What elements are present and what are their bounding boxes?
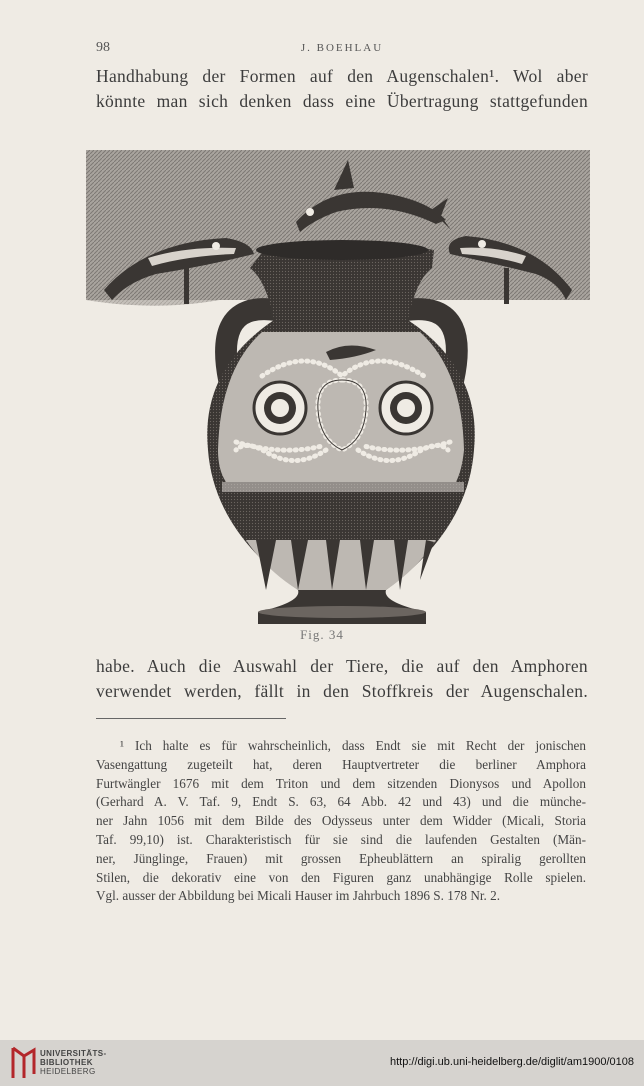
body-text-top: [96, 64, 588, 114]
footnote-line: Vasengattung zugeteilt hat, deren Hauptvertreter die berliner Amphora: [96, 756, 586, 772]
footnote-rule: [96, 718, 286, 719]
footnote-line: Vgl. ausser der Abbildung bei Micali Hauser im Jahrbuch 1896 S. 178 Nr. 2.: [96, 888, 500, 904]
library-logo-icon[interactable]: [10, 1046, 36, 1080]
library-name[interactable]: [40, 1049, 107, 1076]
text-line: könnte man sich denken dass eine Übertragung stattgefunden: [96, 91, 588, 111]
footnote-line: ner, Jünglinge, Frauen) mit grossen Epheublättern an spiralig gerollten: [96, 850, 586, 866]
ray-pattern: [246, 540, 436, 590]
footnote-line: ner Jahn 1056 mit dem Bilde des Odysseus unter dem Widder (Micali, Storia: [96, 813, 586, 829]
footnote: [96, 737, 586, 906]
library-name-line: UNIVERSITÄTS-: [40, 1049, 107, 1058]
amphora-illustration: [86, 150, 590, 630]
running-head: J. BOEHLAU: [300, 42, 384, 54]
source-url-link[interactable]: http://digi.ub.uni-heidelberg.de/diglit/am1900/0108: [389, 1056, 634, 1068]
text-line: habe. Auch die Auswahl der Tiere, die auf den Amphoren: [96, 656, 588, 676]
footer-bar: [0, 1040, 644, 1086]
library-name-line: HEIDELBERG: [40, 1067, 96, 1076]
footnote-line: Stilen, die dekorativ eine von den Figuren ganz unabhängige Rolle spielen.: [96, 869, 586, 885]
page-header: [96, 40, 588, 60]
library-name-line: BIBLIOTHEK: [40, 1058, 93, 1067]
body-text-bottom: [96, 654, 588, 704]
figure-caption: Fig. 34: [300, 627, 344, 642]
footnote-line: (Gerhard A. V. Taf. 9, Endt S. 63, 64 Abb. 42 und 43) und die münche-: [96, 794, 586, 810]
page-number: 98: [96, 40, 110, 55]
footnote-line: ¹ Ich halte es für wahrscheinlich, dass Endt sie mit Recht der jonischen: [120, 738, 586, 753]
footnote-line: Furtwängler 1676 mit dem Triton und dem sitzenden Dionysos und Apollon: [96, 775, 586, 791]
text-line: verwendet werden, fällt in den Stoffkreis der Augenschalen.: [96, 681, 588, 701]
text-line: Handhabung der Formen auf den Augenschalen¹. Wol aber: [96, 66, 588, 86]
footnote-line: Taf. 99,10) ist. Charakteristisch für sie sind die laufenden Gestalten (Män-: [96, 831, 586, 847]
